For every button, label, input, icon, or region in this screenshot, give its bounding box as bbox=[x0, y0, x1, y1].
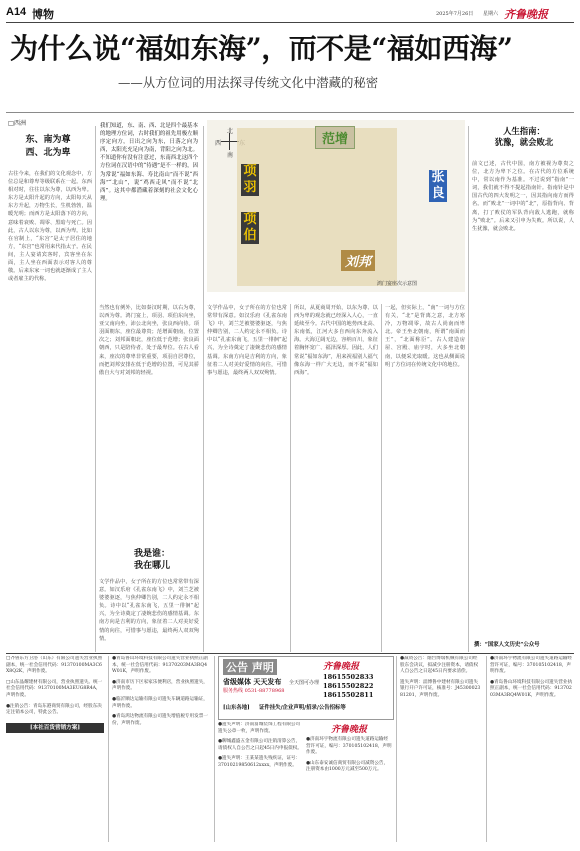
col3-text: 文学作品中，女子所在的方位也常常带有深意。如汉乐府《孔雀东南飞》中，刘兰芝被婆婆驱逐，与焦仲卿告别，二人约定永不相负。诗中以“孔雀东南飞，五里一徘徊”起兴，为全诗奠定了凄婉悲伤的感情基调。东南方向是吉利的方向，象征着二人对美好爱情的向往，可惜事与愿违，最终两人双双殉情。 bbox=[207, 305, 287, 376]
notice-title: 公告 声明 bbox=[223, 659, 277, 675]
notice-hotline: 服务热线 0531-88778968 bbox=[223, 688, 285, 694]
ad-4b: ●山东泰安诚信商贸有限公司减资公告，注册资本由1000万元减至500万元。 bbox=[306, 760, 389, 773]
ad-3a: ●遗失声明：济南富城装饰工程有限公司遗失公章一枚，声明作废。 bbox=[218, 722, 301, 734]
issue-weekday: 星期六 bbox=[483, 11, 499, 17]
ad-col-5 bbox=[490, 656, 574, 838]
figure-caption: 鸿门宴座次示意图 bbox=[377, 281, 418, 287]
classifieds-area bbox=[6, 656, 574, 846]
col2-text-cont: 文学作品中，女子所在的方位也常常带有深意。如汉乐府《孔雀东南飞》中，刘兰芝被婆婆驱逐，与焦仲卿告别，二人约定永不相负。诗中以“孔雀东南飞，五里一徘徊”起兴，为全诗奠定了凄婉悲伤的感情基调。东南方向是吉利的方向，象征着二人对美好爱情的向往，可惜事与愿违，最终两人双双殉情。 bbox=[99, 579, 199, 642]
sidebar-text: 前文已述，古代中国，南方被视为尊贵之位，北方为卑下之位。在古代的方位系统中，常以南作为基准。不过说到“指南”一词，我们就不得不提起指南针。指南针是中国古代的四大发明之一，因其指向南方而得名。而“败北”一词中的“北”，原指背向、背离，打了败仗的军队背向敌人逃跑，就称为“败北”。后来又引申为失败。所以说，人生犹豫，就会败北。 bbox=[472, 161, 574, 232]
col2-heading bbox=[120, 548, 184, 572]
ad-2a: ●青岛鲁山环境科技有限公司遗失营业执照正副本，统一社会信用代码：91370203MA3RQ4W01K，声明作废。 bbox=[112, 656, 208, 675]
article-source: 撰：“国家人文历史”公众号 bbox=[474, 642, 540, 648]
ad-5a: ●减资公告：烟台博瑞机械有限公司经股东会决议，拟减少注册资本，请债权人自公告之日起45日内要求清偿。 bbox=[400, 656, 479, 675]
label-xiangyu: 项羽 bbox=[241, 164, 259, 196]
ad-6b: ●临沂顺达运输有限公司遗失车辆道路运输证，声明作废。 bbox=[112, 696, 208, 709]
label-xiangbo: 项伯 bbox=[241, 212, 259, 244]
ad-4a-copy: ●济南环宇物流有限公司遗失道路运输经营许可证，编号：370105102418，声明作废。 bbox=[490, 656, 573, 675]
notice-box bbox=[218, 656, 392, 842]
notice-phone-3: 18615502811 bbox=[323, 691, 374, 699]
mini-paper-logo: 齐鲁晚报 bbox=[330, 725, 367, 735]
compass-south: 南 bbox=[227, 152, 234, 159]
ad-col-4 bbox=[400, 656, 482, 838]
notice-right-ads bbox=[306, 722, 392, 840]
notice-header bbox=[218, 656, 394, 720]
notice-paper: 齐鲁晚报 bbox=[323, 662, 360, 672]
ad-col-2 bbox=[112, 656, 210, 838]
seating-figure bbox=[207, 120, 465, 292]
sidebar-title: 人生指南： 犹豫，就会败北 bbox=[494, 126, 554, 147]
notice-cert: 证件挂失/企业声明/招录/公告招标等 bbox=[259, 705, 346, 711]
notice-nation: 全天图可办理 bbox=[289, 680, 320, 686]
byline: □西洲 bbox=[8, 120, 27, 127]
box-heading-line-2: 西、北为卑 bbox=[25, 148, 71, 158]
col2-heading-text: 我是谁： 我在哪儿 bbox=[133, 549, 170, 571]
ad-2b: ●济南市历下区家家乐便利店，营业执照遗失，声明作废。 bbox=[112, 679, 208, 692]
label-zhangliang: 张良 bbox=[429, 170, 447, 202]
page-number: A14 bbox=[6, 6, 27, 18]
footer-ad: [本社百货营销方案] bbox=[6, 723, 104, 734]
notice-service: 省级媒体 天天发布 bbox=[223, 677, 282, 686]
notice-phone-2: 18615502822 bbox=[323, 682, 374, 690]
issue-date: 2025年7月26日 bbox=[436, 11, 474, 17]
ad-col-1 bbox=[6, 656, 104, 838]
ad-6a: ●注销公告：青岛东港商贸有限公司，经股东决定注销本公司，特此公告。 bbox=[6, 703, 102, 716]
ad-2a-copy: ●青岛鲁山环境科技有限公司遗失营业执照正副本，统一社会信用代码：91370203MA3RQ4W01K，声明作废。 bbox=[490, 679, 573, 698]
ad-7a: 遗失声明：淄博鲁中建材有限公司遗失银行开户许可证，核准号：J4530002381201，声明作废。 bbox=[400, 679, 481, 698]
col1-text: 古往今来，在我们的文化观念中，方位总是和尊卑等级联系在一起。东西相对时，往往以东为尊，以西为卑。东方是太阳升起的方向，太阳每天从东方升起，万物生长，生机勃勃，温暖光明；而西方是太阳落下的方向，意味着衰败、凋零、黑暗与死亡。因此，古人以东为尊，以西为卑。比如在官制上，“东宫”是太子居住的地方，“东宫”也常用来代指太子。在民间，主人宴请宾客时，宾客坐在东面，主人坐在西面表示对客人的尊敬。后来东家一词也就逐渐成了主人或者雇主的代称。 bbox=[8, 171, 92, 283]
label-liubang: 刘邦 bbox=[341, 250, 375, 271]
label-fanzeng: 范增 bbox=[315, 126, 355, 149]
notice-phone-1: 18615502833 bbox=[323, 673, 374, 681]
col5-text: 一起，但实际上，“南”一词与方位有关，“北”是背离之意，北方寒冷，万物凋零，故古人尚南而卑北。帝王坐北朝南，所谓“南面而王”，“北面称臣”。古人建造房屋、宫殿、庙宇时，大多坐北朝南，以便采光取暖。这也从侧面说明了方位词在传统文化中的地位。 bbox=[385, 305, 465, 368]
ad-3b: ●聊城鑫盛五金有限公司注销清算公告，请债权人自公告之日起45日内申报债权。 bbox=[218, 739, 302, 751]
paper-logo: 齐鲁晚报 bbox=[504, 8, 548, 21]
box-heading bbox=[18, 134, 78, 160]
notice-left-ads bbox=[218, 722, 302, 840]
headline-subtitle: ——从方位词的用法探寻传统文化中潜藏的秘密 bbox=[118, 75, 379, 90]
box-heading-line-1: 东、南为尊 bbox=[25, 135, 71, 145]
col2-text: 当然也有例外，比如秦汉时期，以右为尊，以西为尊。鸿门宴上，项羽、项伯东向坐，亚父南向坐，沛公北向坐，张良西向侍。项羽面朝东，座位最尊贵；范增面朝南，位置次之；刘邦面朝北，座位低于范增；张良面朝西，只是陪侍者，处于最卑位。在古人看来，座次的尊卑非常重要，项羽自居尊位，而把刘邦安排在低于范增的位置，可见其骄傲自大与对刘邦的轻视。 bbox=[99, 305, 199, 376]
section-name: 博物 bbox=[32, 8, 54, 21]
page-header bbox=[6, 6, 574, 23]
ad-4a: ●济南环宇物流有限公司遗失道路运输经营许可证，编号：370105102418，声明作废。 bbox=[306, 737, 392, 756]
compass-west: 西 bbox=[215, 140, 222, 147]
ad-1b: □山东晶耀建材有限公司，营业执照遗失。统一社会信用代码：91370100MA3EUG8R4A，声明作废。 bbox=[6, 679, 103, 698]
ad-1a: □齐鲁东方卫浴（山东）有限公司遗失营业执照副本，统一社会信用代码：91370100MA3C6X8Q2K，声明作废。 bbox=[6, 656, 103, 675]
ad-7b: ●青岛鸿达物流有限公司遗失增值税专用发票一份，声明作废。 bbox=[112, 714, 208, 726]
compass-north: 北 bbox=[227, 128, 234, 135]
col4-text: 所以，从夏商周开始，以东为尊、以西为卑的观念就已经深入人心，一直延续至今。古代中国的地势西北高、东南低，江河大多自西向东奔流入海。大海辽阔无边，容纳百川，象征着胸怀宽广、福泽深厚。因此，人们常说“福如东海”，用来祝福别人福气像东海一样广大无边，而不说“福如西海”。 bbox=[294, 305, 378, 376]
intro-text: 我们知道，东、南、西、北是四个最基本的地理方位词，古时我们的祖先用极左顺序定向方，日出之向为东，日落之向为西，太阳光充足向为南，背阳之向为北。不知道你有没有注意过，东南西北这四个方位词在汉语中的“待遇”是不一样的，因为常说“福如东海、寿比南山”而不说“西海”“北山”，说“鸡西走风”而不说“北西”。这其中都潜藏着深刻的社会文化心理。 bbox=[100, 123, 198, 202]
notice-area: [山东各地] bbox=[223, 705, 250, 711]
headline-title: 为什么说“福如东海”，而不是“福如西海” bbox=[10, 32, 513, 65]
ad-5b: ●遗失声明：王某某遗失残疾证，证号：37010219850612xxxx，声明作废。 bbox=[218, 756, 301, 768]
